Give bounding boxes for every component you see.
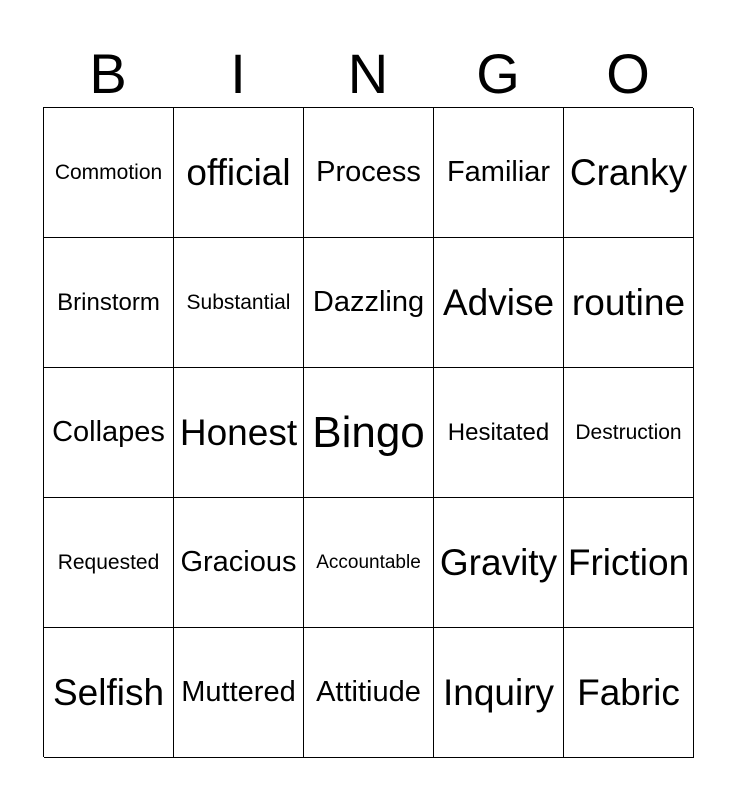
bingo-cell: Gravity bbox=[434, 498, 564, 628]
bingo-cell: Bingo bbox=[304, 368, 434, 498]
bingo-cell: Gracious bbox=[174, 498, 304, 628]
bingo-cell: Destruction bbox=[564, 368, 694, 498]
bingo-cell: Friction bbox=[564, 498, 694, 628]
bingo-cell: Brinstorm bbox=[44, 238, 174, 368]
bingo-cell: Honest bbox=[174, 368, 304, 498]
bingo-cell: Attitiude bbox=[304, 628, 434, 758]
bingo-cell: Accountable bbox=[304, 498, 434, 628]
bingo-cell: Cranky bbox=[564, 108, 694, 238]
bingo-cell: Muttered bbox=[174, 628, 304, 758]
header-letter-g: G bbox=[476, 42, 520, 105]
header-letter-o: O bbox=[606, 42, 650, 105]
bingo-cell: Inquiry bbox=[434, 628, 564, 758]
bingo-cell: Dazzling bbox=[304, 238, 434, 368]
bingo-cell: Hesitated bbox=[434, 368, 564, 498]
bingo-cell: official bbox=[174, 108, 304, 238]
bingo-board bbox=[43, 107, 693, 757]
bingo-cell: Selfish bbox=[44, 628, 174, 758]
bingo-cell: Fabric bbox=[564, 628, 694, 758]
header-letter-b: B bbox=[89, 42, 127, 105]
header-letter-n: N bbox=[347, 42, 389, 105]
bingo-cell: Advise bbox=[434, 238, 564, 368]
bingo-cell: Familiar bbox=[434, 108, 564, 238]
bingo-cell: Substantial bbox=[174, 238, 304, 368]
bingo-cell: Commotion bbox=[44, 108, 174, 238]
bingo-cell: routine bbox=[564, 238, 694, 368]
header-letter-i: I bbox=[230, 42, 246, 105]
bingo-cell: Collapes bbox=[44, 368, 174, 498]
bingo-cell: Requested bbox=[44, 498, 174, 628]
bingo-cell: Process bbox=[304, 108, 434, 238]
bingo-header bbox=[43, 40, 693, 108]
